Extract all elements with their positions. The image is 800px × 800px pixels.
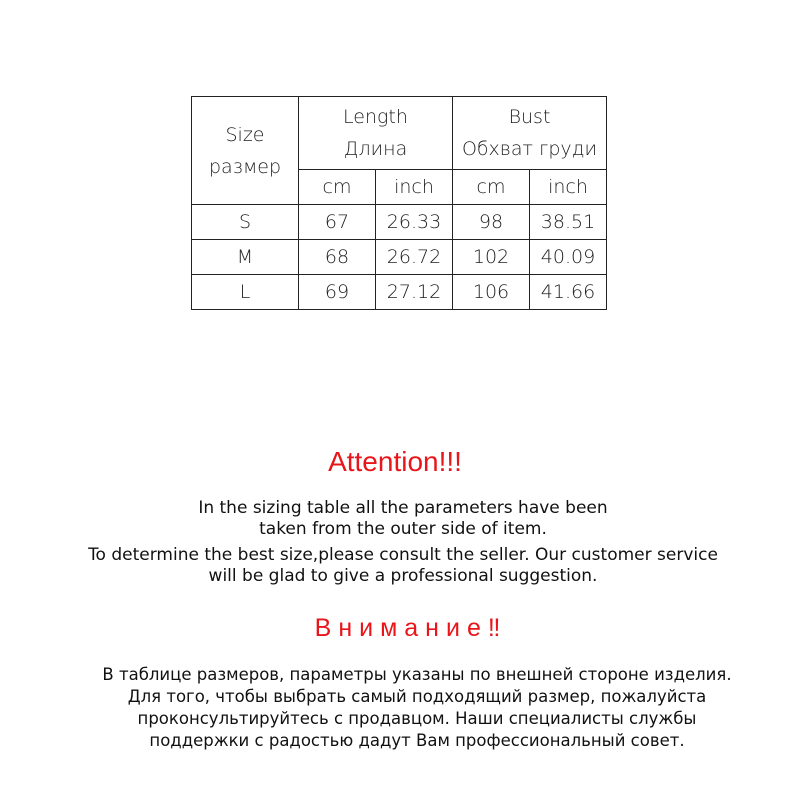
table-row [192,205,607,240]
notice-en-line: In the sizing table all the parameters have been [198,498,608,518]
cell-bust-inch: 38.51 [530,205,607,240]
unit-length-inch: inch [376,170,453,205]
cell-length-cm: 68 [299,240,376,275]
cell-size: S [192,205,299,240]
header-size [192,97,299,205]
cell-length-cm: 67 [299,205,376,240]
header-size-ru: размер [208,155,282,178]
notice-en-line: taken from the outer side of item. [259,519,547,539]
attention-title-en: Attention!!! [328,446,462,477]
size-chart-table [191,96,607,310]
header-length [299,97,453,170]
cell-size: M [192,240,299,275]
notice-en-line: To determine the best size,please consult the seller. Our customer service [88,545,718,565]
header-bust-en: Bust [508,106,551,128]
notice-ru-line: проконсультируйтесь с продавцом. Наши специалисты службы [137,709,697,728]
notice-ru-line: В таблице размеров, параметры указаны по внешней стороне изделия. [102,665,732,684]
header-size-en: Size [225,123,265,146]
cell-bust-cm: 98 [453,205,530,240]
header-bust [453,97,607,170]
cell-bust-inch: 41.66 [530,275,607,310]
header-bust-ru: Обхват груди [461,138,598,160]
unit-length-cm: cm [299,170,376,205]
attention-title-ru: Внимание‼ [314,614,508,642]
notice-ru-line: Для того, чтобы выбрать самый подходящий размер, пожалуйста [127,687,707,706]
table-row [192,275,607,310]
cell-size: L [192,275,299,310]
cell-length-cm: 69 [299,275,376,310]
unit-bust-inch: inch [530,170,607,205]
cell-length-inch: 26.72 [376,240,453,275]
header-length-en: Length [343,106,408,128]
notice-ru-line: поддержки с радостью дадут Вам профессиональный совет. [149,731,685,750]
table-row [192,240,607,275]
notice-en-paragraph-1 [0,498,800,540]
cell-bust-cm: 106 [453,275,530,310]
cell-bust-inch: 40.09 [530,240,607,275]
cell-length-inch: 27.12 [376,275,453,310]
cell-bust-cm: 102 [453,240,530,275]
notice-ru-paragraph [0,664,800,752]
table-header-row [192,97,607,170]
header-length-ru: Длина [343,138,408,160]
notice-en-line: will be glad to give a professional suggestion. [208,566,598,586]
unit-bust-cm: cm [453,170,530,205]
cell-length-inch: 26.33 [376,205,453,240]
notice-en-paragraph-2 [0,545,800,587]
